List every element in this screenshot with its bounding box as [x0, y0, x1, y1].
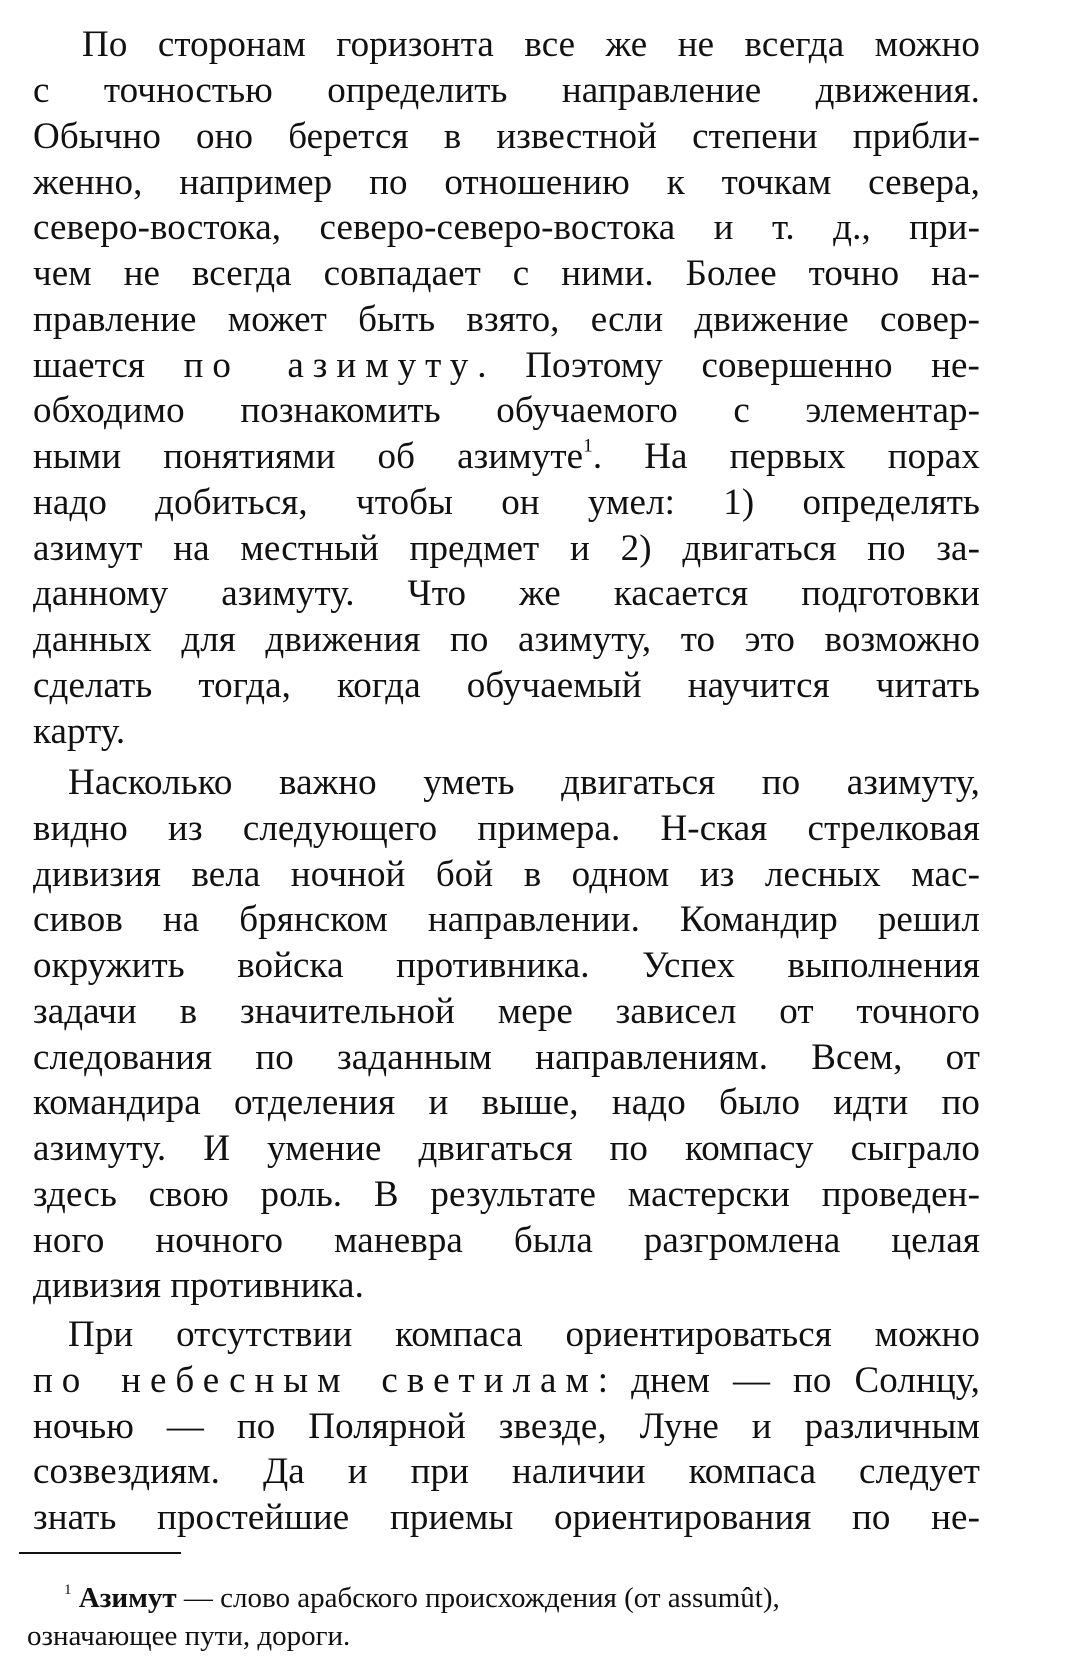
- paragraph-1-line-8-after: . Поэтому совершенно не-: [477, 345, 980, 386]
- paragraph-1-line-15: сделать тогда, когда обучаемый научится читать: [33, 665, 980, 706]
- footnote-line-2: означающее пути, дороги.: [27, 1620, 351, 1652]
- paragraph-1-line-10: [33, 432, 980, 482]
- footnote-term: Азимут: [78, 1582, 177, 1614]
- paragraph-1-line-13: данному азимуту. Что же касается подготовки: [33, 573, 980, 614]
- paragraph-2-line-9: азимуту. И умение двигаться по компасу сыграло: [33, 1128, 980, 1169]
- paragraph-2-line-7: следования по заданным направлениям. Всем, от: [33, 1037, 980, 1078]
- paragraph-1-line-9: обходимо познакомить обучаемого с элементар-: [33, 390, 980, 431]
- paragraph-2-line-5: окружить войска противника. Успех выполнения: [33, 945, 980, 986]
- paragraph-2-line-4: сивов на брянском направлении. Командир решил: [33, 899, 980, 940]
- paragraph-3-line-1: При отсутствии компаса ориентироваться можно: [68, 1314, 980, 1355]
- footnote-reference: 1: [583, 435, 593, 457]
- paragraph-3-line-4: созвездиям. Да и при наличии компаса следует: [33, 1451, 980, 1492]
- spaced-emphasis-celestial-bodies: по небесным светилам: [33, 1360, 598, 1401]
- paragraph-3-line-2-after: : днем — по Солнцу,: [597, 1360, 980, 1401]
- paragraph-1-line-5: северо-востока, северо-северо-востока и т. д., при-: [33, 207, 980, 248]
- paragraph-1-line-1: По сторонам горизонта все же не всегда можно: [82, 24, 980, 65]
- paragraph-2-line-10: здесь свою роль. В результате мастерски проведен-: [33, 1174, 980, 1215]
- paragraph-2-line-8: командира отделения и выше, надо было идти по: [33, 1082, 980, 1123]
- paragraph-2-line-11: ного ночного маневра была разгромлена целая: [33, 1220, 980, 1261]
- paragraph-2-line-6: задачи в значительной мере зависел от точного: [33, 991, 980, 1032]
- paragraph-1-line-7: правление может быть взято, если движение совер-: [33, 299, 980, 340]
- paragraph-1-line-6: чем не всегда совпадает с ними. Более точно на-: [33, 253, 980, 294]
- paragraph-1-line-8: [33, 341, 980, 391]
- paragraph-1-line-8-before: шается: [33, 345, 184, 386]
- paragraph-3-line-3: ночью — по Полярной звезде, Луне и различным: [33, 1406, 980, 1447]
- paragraph-1-line-12: азимут на местный предмет и 2) двигаться по за-: [33, 528, 980, 569]
- paragraph-1-line-4: женно, например по отношению к точкам севера,: [33, 162, 980, 203]
- spaced-emphasis-azimuth: по азимуту: [183, 345, 478, 386]
- footnote-marker: 1: [64, 1582, 72, 1599]
- paragraph-1-line-2: с точностью определить направление движения.: [33, 70, 980, 111]
- paragraph-2-line-3: дивизия вела ночной бой в одном из лесных мас-: [33, 854, 980, 895]
- footnote-definition-start: — слово арабского происхождения (от assumût),: [176, 1582, 780, 1614]
- paragraph-2-line-1: Насколько важно уметь двигаться по азимуту,: [68, 762, 980, 803]
- paragraph-1-line-16: карту.: [33, 711, 126, 752]
- paragraph-2-line-2: видно из следующего примера. Н-ская стрелковая: [33, 808, 980, 849]
- paragraph-1-line-14: данных для движения по азимуту, то это возможно: [33, 619, 980, 660]
- paragraph-2-line-12: дивизия противника.: [33, 1265, 364, 1306]
- paragraph-3-line-2: [33, 1356, 980, 1406]
- paragraph-1-line-10-before: ными понятиями об азимуте: [33, 436, 584, 477]
- paragraph-1-line-10-after: . На первых порах: [592, 436, 980, 477]
- paragraph-3-line-5: знать простейшие приемы ориентирования по не-: [33, 1497, 980, 1538]
- footnote-separator: [19, 1552, 181, 1554]
- paragraph-1-line-3: Обычно оно берется в известной степени прибли-: [33, 116, 980, 157]
- footnote-line-1: [64, 1578, 780, 1618]
- paragraph-1-line-11: надо добиться, чтобы он умел: 1) определять: [33, 482, 980, 523]
